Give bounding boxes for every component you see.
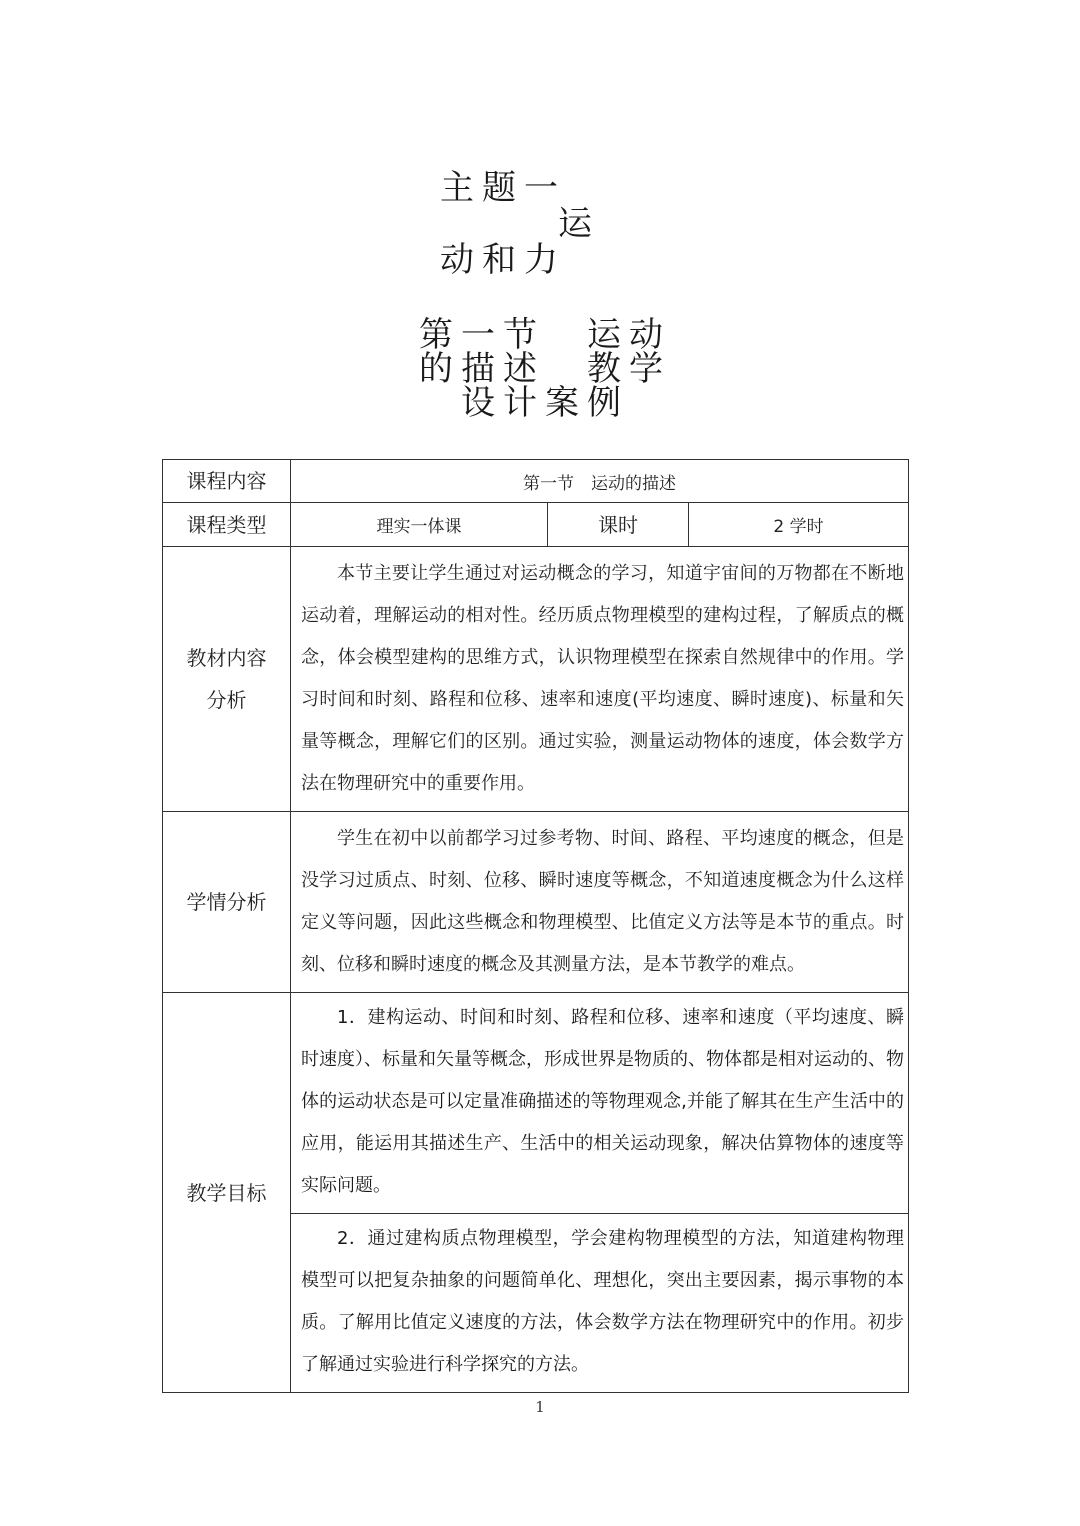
material-analysis-text: 本节主要让学生通过对运动概念的学习，知道宇宙间的万物都在不断地运动着，理解运动的相对性。经历质点物理模型的建构过程，了解质点的概念，体会模型建构的思维方式，认识物理模型在探索自然规律中的作用。学习时间和时刻、路程和位移、速率和速度(平均速度、瞬时速度)、标量和矢量等概念，理解它们的区别。通过实验，测量运动物体的速度，体会数学方法在物理研究中的重要作用。: [301, 563, 905, 794]
goal-text-1: 1．建构运动、时间和时刻、路程和位移、速率和速度（平均速度、瞬时速度）、标量和矢量等概念，形成世界是物质的、物体都是相对运动的、物体的运动状态是可以定量准确描述的等物理观念,并能了解其在生产生活中的应用，能运用其描述生产、生活中的相关运动现象，解决估算物体的速度等实际问题。: [301, 1007, 905, 1196]
course-type-label: 课程类型: [163, 503, 291, 547]
student-analysis-label: 学情分析: [163, 812, 291, 993]
teaching-goals-label: 教学目标: [163, 993, 291, 1393]
title-line-1: 主题一: [440, 168, 566, 208]
course-type-value: 理实一体课: [291, 503, 548, 547]
student-analysis-content: [291, 812, 909, 993]
course-content-label: 课程内容: [163, 460, 291, 503]
material-analysis-content: [291, 547, 909, 812]
class-hours-label: 课时: [548, 503, 689, 547]
document-subtitle: [350, 315, 740, 423]
goal-item-1: [291, 993, 908, 1214]
subtitle-line-1: 第一节 运动: [419, 315, 671, 355]
table-row: [163, 503, 909, 547]
table-row: [163, 547, 909, 812]
class-hours-value: 2 学时: [689, 503, 909, 547]
material-analysis-label-line-1: 教材内容: [186, 646, 267, 670]
table-row: [163, 460, 909, 503]
material-analysis-label: [163, 547, 291, 812]
lesson-plan-table: [162, 459, 909, 1393]
title-line-3: 动和力: [440, 240, 566, 280]
subtitle-line-2: 的描述 教学: [419, 349, 671, 389]
title-line-2: 运: [558, 204, 600, 244]
table-row: [163, 993, 909, 1393]
teaching-goals-content: [291, 993, 909, 1393]
course-content-value: 第一节 运动的描述: [291, 460, 909, 503]
document-title: [440, 170, 650, 278]
goal-item-2: [291, 1214, 908, 1392]
goal-text-2: 2．通过建构质点物理模型，学会建构物理模型的方法，知道建构物理模型可以把复杂抽象的问题简单化、理想化，突出主要因素，揭示事物的本质。了解用比值定义速度的方法，体会数学方法在物理研究中的作用。初步了解通过实验进行科学探究的方法。: [301, 1228, 905, 1375]
student-analysis-text: 学生在初中以前都学习过参考物、时间、路程、平均速度的概念，但是没学习过质点、时刻、位移、瞬时速度等概念，不知道速度概念为什么这样定义等问题，因此这些概念和物理模型、比值定义方法等是本节的重点。时刻、位移和瞬时速度的概念及其测量方法，是本节教学的难点。: [301, 828, 905, 975]
table-row: [163, 812, 909, 993]
material-analysis-label-line-2: 分析: [206, 688, 247, 712]
subtitle-line-3: 设计案例: [461, 383, 629, 423]
page-number: 1: [535, 1398, 545, 1416]
